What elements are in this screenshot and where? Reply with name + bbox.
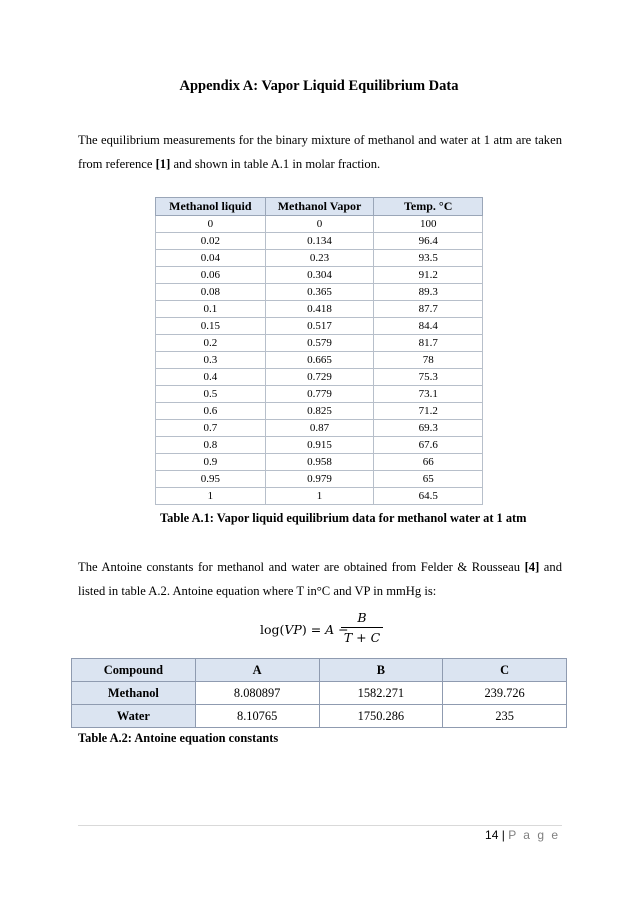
equation-log: log(: [260, 622, 285, 637]
vle-header-cell: Methanol liquid: [156, 198, 266, 216]
equation-lhs: [260, 622, 349, 637]
table-cell: 91.2: [374, 267, 483, 284]
table-row: [156, 437, 483, 454]
table-cell: 0.729: [265, 369, 374, 386]
table-row: [156, 454, 483, 471]
intro-paragraph: [78, 128, 562, 176]
table-cell: 66: [374, 454, 483, 471]
table-cell: 0.3: [156, 352, 266, 369]
intro-text: The equilibrium measurements for the binary mixture of methanol and water at 1 atm are taken from reference: [78, 133, 562, 171]
table-row: [156, 352, 483, 369]
antoine-header-cell: B: [319, 659, 443, 682]
table-row: [72, 705, 567, 728]
antoine-table: [71, 658, 567, 728]
antoine-header-cell: Compound: [72, 659, 196, 682]
vle-table-header: [156, 198, 483, 216]
equation-equals: ) =: [301, 622, 326, 637]
table-cell: 0.579: [265, 335, 374, 352]
table-row: [156, 369, 483, 386]
table-cell: 0.15: [156, 318, 266, 335]
table-cell: 78: [374, 352, 483, 369]
footer-divider: [78, 825, 562, 826]
equation-numerator: B: [357, 610, 367, 625]
table-cell: 0: [265, 216, 374, 233]
vle-header-cell: Temp. °C: [374, 198, 483, 216]
table-a1-caption: Table A.1: Vapor liquid equilibrium data for methanol water at 1 atm: [160, 511, 527, 525]
table-cell: 93.5: [374, 250, 483, 267]
antoine-paragraph: [78, 555, 562, 603]
table-row: [156, 216, 483, 233]
table-row: [156, 250, 483, 267]
table-cell: 67.6: [374, 437, 483, 454]
table-cell: 0.304: [265, 267, 374, 284]
table-row: [156, 335, 483, 352]
table-cell: 1750.286: [319, 705, 443, 728]
table-row: [156, 301, 483, 318]
table-cell: 0.06: [156, 267, 266, 284]
table-a2-caption: Table A.2: Antoine equation constants: [78, 731, 279, 745]
table-cell: 0.9: [156, 454, 266, 471]
table-cell: 89.3: [374, 284, 483, 301]
table-cell: 0.6: [156, 403, 266, 420]
table-cell: 0.365: [265, 284, 374, 301]
footer-separator: |: [498, 828, 509, 842]
table-cell: 81.7: [374, 335, 483, 352]
table-row: [156, 488, 483, 505]
antoine-header-cell: C: [443, 659, 567, 682]
table-cell: 69.3: [374, 420, 483, 437]
table-row: [156, 386, 483, 403]
table-row: [156, 284, 483, 301]
table-cell: 1582.271: [319, 682, 443, 705]
page-number: 14: [485, 828, 499, 842]
table-cell: 73.1: [374, 386, 483, 403]
table-cell: 0.02: [156, 233, 266, 250]
table-cell: 0.95: [156, 471, 266, 488]
table-cell: 0.1: [156, 301, 266, 318]
antoine-text: The Antoine constants for methanol and water are obtained from Felder & Rousseau: [78, 560, 525, 574]
equation-vp: VP: [284, 622, 302, 637]
table-cell: 0.23: [265, 250, 374, 267]
table-cell: 100: [374, 216, 483, 233]
table-row: [72, 682, 567, 705]
page-title: Appendix A: Vapor Liquid Equilibrium Data: [179, 78, 459, 94]
table-cell: 0.7: [156, 420, 266, 437]
table-cell: 0: [156, 216, 266, 233]
table-cell: 235: [443, 705, 567, 728]
table-cell: 64.5: [374, 488, 483, 505]
reference-4: [4]: [524, 560, 540, 574]
vle-header-cell: Methanol Vapor: [265, 198, 374, 216]
table-cell: 0.134: [265, 233, 374, 250]
equation-denominator: T + C: [343, 630, 381, 645]
table-cell: Methanol: [72, 682, 196, 705]
table-cell: 0.8: [156, 437, 266, 454]
table-cell: 1: [156, 488, 266, 505]
antoine-header-cell: A: [195, 659, 319, 682]
table-cell: 0.665: [265, 352, 374, 369]
table-cell: 65: [374, 471, 483, 488]
antoine-table-body: [72, 682, 567, 728]
table-row: [156, 403, 483, 420]
table-row: [156, 233, 483, 250]
antoine-equation: [260, 610, 390, 650]
table-cell: 1: [265, 488, 374, 505]
table-row: [156, 420, 483, 437]
antoine-table-header: [72, 659, 567, 682]
table-row: [156, 318, 483, 335]
table-cell: 0.4: [156, 369, 266, 386]
antoine-text-end: and listed in table A.2. Antoine equation where T in°C and VP in mmHg is:: [78, 560, 562, 598]
table-cell: 84.4: [374, 318, 483, 335]
table-cell: 0.04: [156, 250, 266, 267]
table-row: [156, 471, 483, 488]
table-cell: 0.825: [265, 403, 374, 420]
equation-fraction: [341, 610, 383, 645]
fraction-bar: [341, 627, 383, 628]
table-cell: 0.958: [265, 454, 374, 471]
table-cell: 0.2: [156, 335, 266, 352]
table-cell: 0.418: [265, 301, 374, 318]
table-cell: 0.08: [156, 284, 266, 301]
table-cell: 0.779: [265, 386, 374, 403]
vle-table: [155, 197, 483, 505]
table-cell: 0.5: [156, 386, 266, 403]
equation-minus: −: [334, 622, 349, 637]
table-cell: 0.87: [265, 420, 374, 437]
table-row: [156, 267, 483, 284]
page-footer: [485, 828, 560, 842]
table-cell: 239.726: [443, 682, 567, 705]
vle-table-body: [156, 216, 483, 505]
table-cell: 96.4: [374, 233, 483, 250]
table-cell: 87.7: [374, 301, 483, 318]
page-label: P a g e: [508, 828, 560, 842]
table-cell: 8.080897: [195, 682, 319, 705]
reference-1: [1]: [155, 157, 171, 171]
equation-a: A: [325, 622, 335, 637]
table-cell: 0.517: [265, 318, 374, 335]
intro-text-end: and shown in table A.1 in molar fraction.: [170, 157, 381, 171]
table-cell: 75.3: [374, 369, 483, 386]
table-cell: Water: [72, 705, 196, 728]
table-cell: 0.979: [265, 471, 374, 488]
table-cell: 8.10765: [195, 705, 319, 728]
table-cell: 71.2: [374, 403, 483, 420]
table-cell: 0.915: [265, 437, 374, 454]
